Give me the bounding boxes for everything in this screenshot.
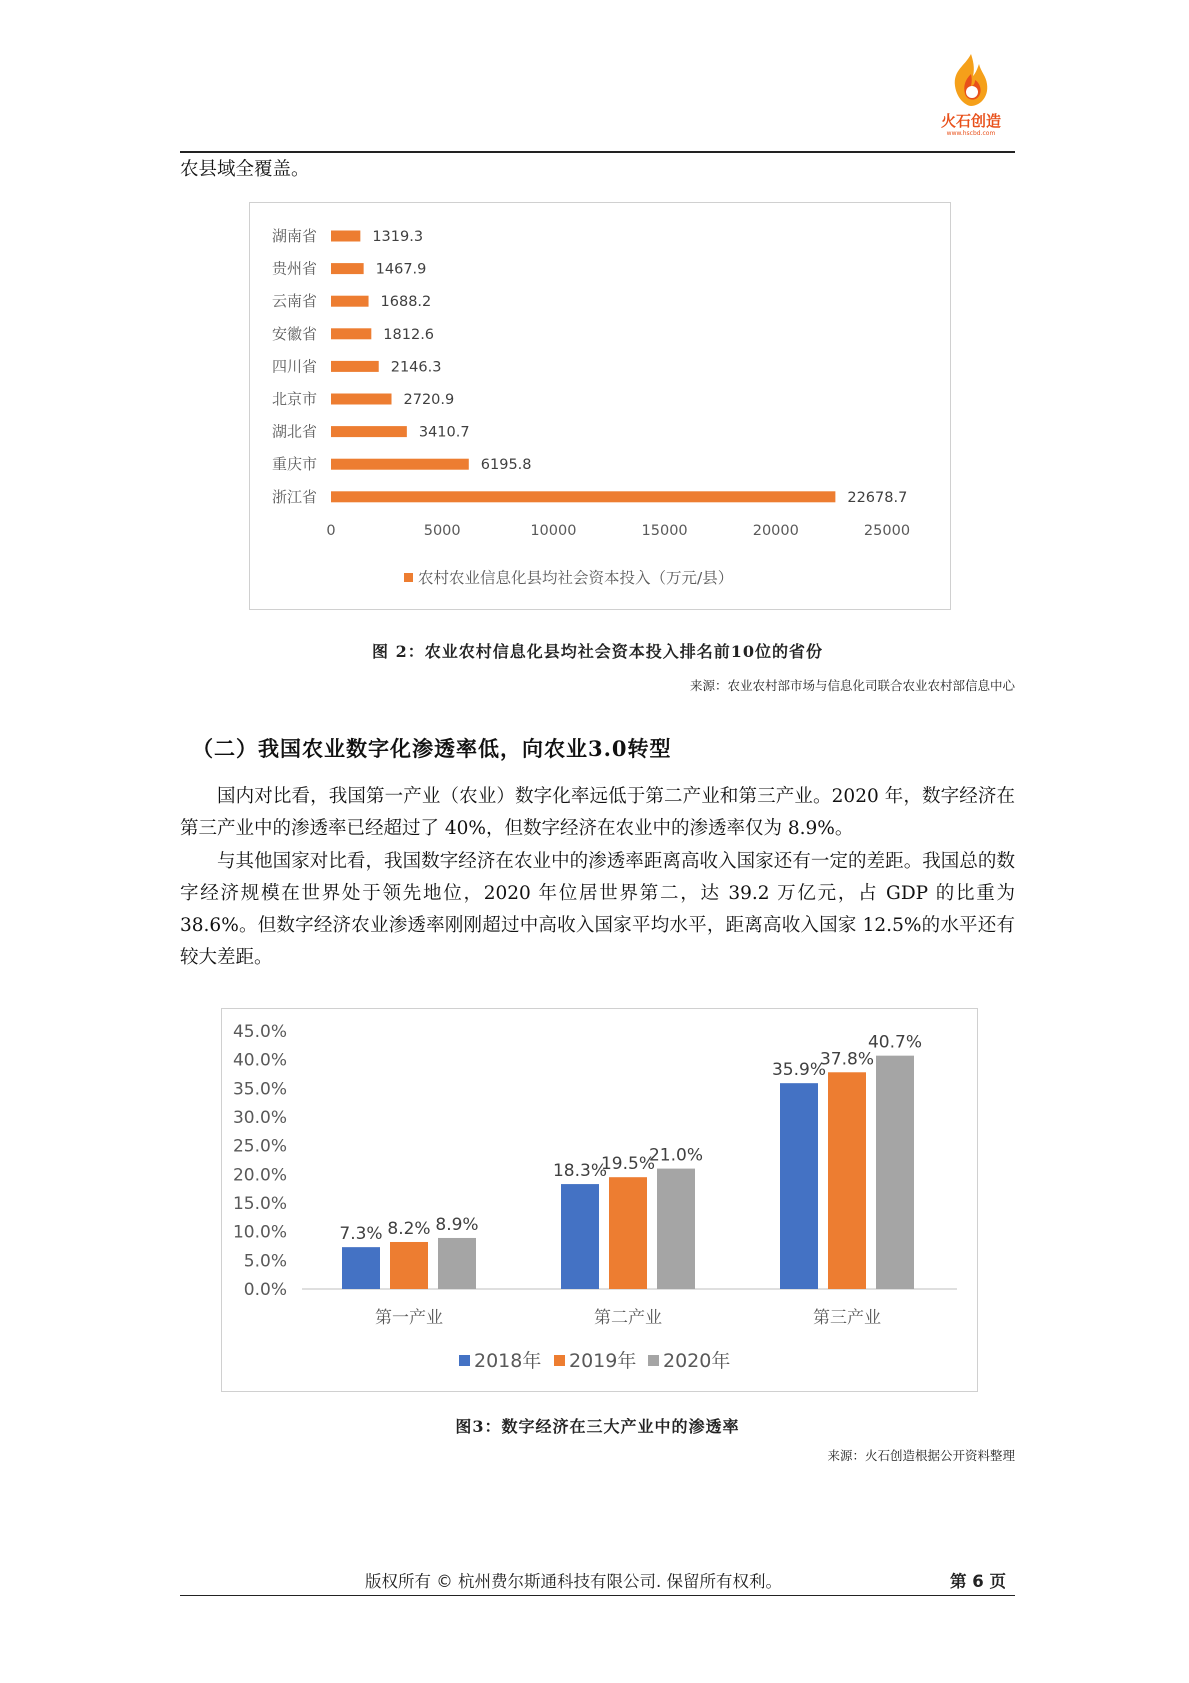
bar — [331, 394, 392, 405]
category-label: 湖北省 — [271, 422, 317, 441]
y-tick-label: 35.0% — [232, 1079, 287, 1100]
y-tick-label: 0.0% — [243, 1280, 287, 1300]
footer-divider — [180, 1595, 1015, 1596]
data-label: 19.5% — [600, 1154, 656, 1175]
y-tick-label: 25.0% — [232, 1136, 287, 1157]
category-label: 第二产业 — [594, 1308, 662, 1328]
brand-logo — [935, 50, 1007, 142]
y-tick-label: 40.0% — [232, 1050, 287, 1071]
legend-swatch — [459, 1355, 470, 1366]
bar — [331, 491, 835, 502]
data-label: 1812.6 — [383, 326, 435, 343]
legend-label: 2019年 — [569, 1350, 637, 1372]
bar — [561, 1184, 599, 1289]
footer-copyright: 版权所有 © 杭州费尔斯通科技有限公司. 保留所有权利。 — [365, 1572, 782, 1591]
data-label: 8.9% — [435, 1214, 479, 1235]
category-label: 浙江省 — [271, 487, 317, 506]
data-label: 1688.2 — [380, 294, 432, 311]
bar — [331, 231, 360, 242]
data-label: 7.3% — [339, 1224, 383, 1245]
y-tick-label: 20.0% — [232, 1165, 287, 1186]
bar — [657, 1169, 695, 1289]
data-label: 8.2% — [387, 1218, 431, 1239]
bar — [342, 1247, 380, 1289]
legend-swatch — [554, 1355, 565, 1366]
category-label: 第三产业 — [813, 1308, 881, 1328]
legend-label: 2018年 — [474, 1350, 542, 1372]
data-label: 2720.9 — [403, 392, 455, 408]
data-label: 1319.3 — [372, 229, 424, 245]
y-tick-label: 5.0% — [243, 1251, 287, 1272]
data-label: 37.8% — [819, 1049, 875, 1070]
data-label: 6195.8 — [480, 457, 532, 474]
bar — [828, 1072, 866, 1289]
flame-icon — [935, 50, 1007, 110]
data-label: 40.7% — [867, 1032, 923, 1053]
data-label: 21.0% — [648, 1145, 704, 1166]
paragraph-2: 与其他国家对比看，我国数字经济在农业中的渗透率距离高收入国家还有一定的差距。我国总的数字经济规模在世界处于领先地位，2020 年位居世界第二，达 39.2 万亿元，占 GDP 的比重为 38.6%。但数字经济农业渗透率刚刚超过中高收入国家平均水平，距离高收入国家 12.5%的水平还有较大差距。 — [180, 851, 1015, 968]
chart2-source: 来源：火石创造根据公开资料整理 — [827, 1448, 1015, 1463]
x-tick-label: 10000 — [530, 523, 577, 539]
bar — [609, 1177, 647, 1289]
section-heading: （二）我国农业数字化渗透率低，向农业3.0转型 — [192, 736, 672, 761]
bar — [390, 1242, 428, 1289]
data-label: 22678.7 — [847, 489, 908, 506]
chart2-frame — [221, 1008, 978, 1392]
y-tick-label: 15.0% — [232, 1194, 287, 1214]
logo-text: 火石创造 — [940, 112, 1001, 130]
legend-swatch — [648, 1355, 659, 1366]
footer-page-number: 第 6 页 — [950, 1572, 1006, 1591]
data-label: 35.9% — [771, 1060, 827, 1081]
bar — [331, 263, 364, 274]
chart1-source: 来源：农业农村部市场与信息化司联合农业农村部信息中心 — [689, 678, 1015, 693]
bar — [331, 296, 369, 307]
category-label: 四川省 — [271, 357, 317, 376]
data-label: 18.3% — [552, 1161, 608, 1182]
bar — [331, 361, 379, 372]
bar — [331, 328, 371, 339]
category-label: 贵州省 — [271, 259, 317, 278]
bar — [438, 1238, 476, 1289]
legend-swatch — [404, 573, 413, 582]
chart1-caption: 图 2：农业农村信息化县均社会资本投入排名前10位的省份 — [372, 642, 823, 661]
category-label: 安徽省 — [271, 324, 317, 343]
bar — [331, 459, 469, 470]
chart1-svg — [250, 203, 950, 609]
y-tick-label: 10.0% — [232, 1222, 287, 1243]
legend-label: 农村农业信息化县均社会资本投入（万元/县） — [418, 569, 734, 587]
category-label: 云南省 — [271, 292, 317, 311]
chart2-caption: 图3：数字经济在三大产业中的渗透率 — [455, 1417, 740, 1436]
chart2-svg — [222, 1009, 977, 1391]
paragraph-1: 国内对比看，我国第一产业（农业）数字化率远低于第二产业和第三产业。2020 年，数字经济在第三产业中的渗透率已经超过了 40%，但数字经济在农业中的渗透率仅为 8.9%。 — [180, 786, 1015, 839]
y-tick-label: 30.0% — [232, 1108, 287, 1128]
header-divider — [180, 151, 1015, 153]
x-tick-label: 5000 — [423, 523, 461, 539]
logo-url: www.hscbd.com — [946, 130, 996, 137]
data-label: 1467.9 — [375, 261, 427, 278]
legend-label: 2020年 — [663, 1350, 731, 1372]
x-tick-label: 0 — [326, 523, 336, 539]
category-label: 重庆市 — [271, 455, 317, 474]
category-label: 北京市 — [271, 390, 317, 408]
bar — [780, 1083, 818, 1289]
category-label: 湖南省 — [271, 227, 317, 245]
x-tick-label: 15000 — [641, 523, 688, 539]
x-tick-label: 20000 — [752, 523, 799, 539]
intro-text: 农县域全覆盖。 — [180, 159, 310, 180]
data-label: 2146.3 — [390, 359, 442, 376]
bar — [331, 426, 407, 437]
y-tick-label: 45.0% — [232, 1022, 287, 1042]
x-tick-label: 25000 — [863, 523, 911, 539]
chart1-frame — [249, 202, 951, 610]
bar — [876, 1056, 914, 1289]
data-label: 3410.7 — [418, 424, 470, 441]
category-label: 第一产业 — [375, 1308, 443, 1328]
